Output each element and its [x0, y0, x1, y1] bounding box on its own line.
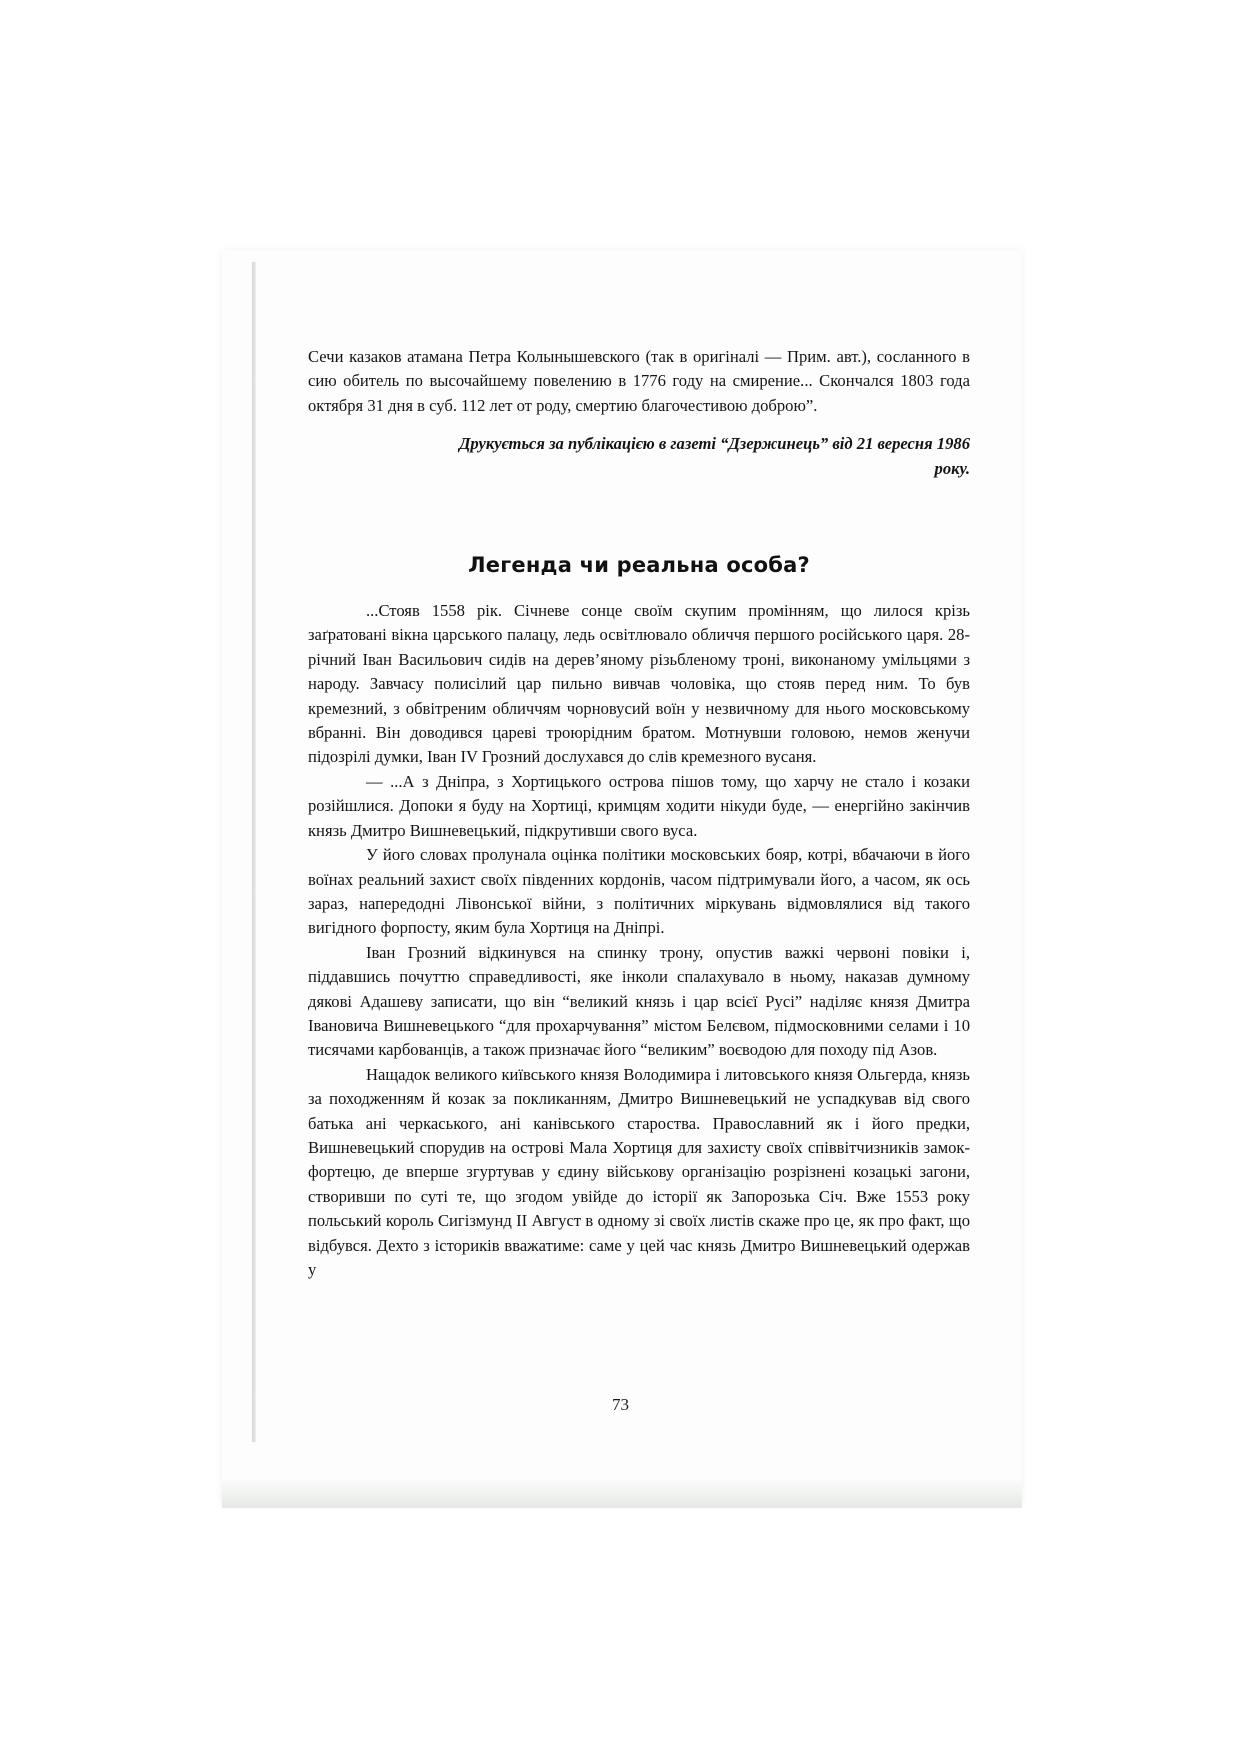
section-title: Легенда чи реальна особа? [468, 553, 810, 578]
source-note: Друкується за публікацією в газеті “Дзержинець” від 21 вересня 1986 року. [459, 434, 970, 478]
page-number: 73 [612, 1395, 629, 1414]
body-paragraph: Нащадок великого київського князя Володимира і литовського князя Ольгерда, князь за походженням й козак за покликанням, Дмитро Вишневецький не успадкував від свого батька ані черкаського, ані канівського староства. Православний як і його предки, Вишневецький спорудив на острові Мала Хортиця для захисту своїх співвітчизників замок-фортецю, де вперше згуртував у єдину військову організацію розрізнені козацькі загони, створивши по суті те, що згодом увійде до історії як Запорозька Січ. Вже 1553 року польський король Сигізмунд II Август в одному зі своїх листів скаже про це, як про факт, що відбувся. Дехто з істориків вважатиме: саме у цей час князь Дмитро Вишневецький одержав у [308, 1064, 970, 1279]
page-spine-shadow [252, 262, 256, 1442]
page-content [308, 345, 970, 1282]
body-paragraph: У його словах пролунала оцінка політики московських бояр, котрі, вбачаючи в його воїнах реальний захист своїх південних кордонів, часом підтримували його, а часом, як ось зараз, напередодні Лівонської війни, з політичних міркувань відмовлялися від такого вигідного форпосту, яким була Хортиця на Дніпрі. [308, 845, 970, 938]
quote-paragraph: Сечи казаков атамана Петра Колынышевского (так в оригіналі — Прим. авт.), сосланного в сию обитель по высочайшему повелению в 1776 году на смирение... Скончался 1803 года октября 31 дня в суб. 112 лет от роду, смертию благочестивою доброю”. [308, 347, 970, 415]
body-paragraph: — ...А з Дніпра, з Хортицького острова пішов тому, що харчу не стало і козаки розійшлися. Допоки я буду на Хортиці, кримцям ходити нікуди буде, — енергійно закінчив князь Дмитро Вишневецький, підкрутивши свого вуса. [308, 771, 970, 840]
page-bottom-shadow [222, 1478, 1022, 1508]
body-paragraph: ...Стояв 1558 рік. Січневе сонце своїм скупим промінням, що лилося крізь заґратовані вікна царського палацу, ледь освітлювало обличчя першого російського царя. 28-річний Іван Васильович сидів на дерев’яному різьбленому троні, виконаному умільцями з народу. Завчасу полисілий цар пильно вивчав чоловіка, що стояв перед ним. То був кремезний, з обвітреним обличчям чорновусий воїн у незвичному для нього московському вбранні. Він доводився цареві троюрідним братом. Мотнувши головою, немов женучи підозрілі думки, Іван IV Грозний дослухався до слів кремезного вусаня. [308, 601, 970, 767]
body-paragraph: Іван Грозний відкинувся на спинку трону, опустив важкі червоні повіки і, піддавшись почуттю справедливості, яке інколи спалахувало в ньому, наказав думному дякові Адашеву записати, що він “великий князь і цар всієї Русі” наділяє князя Дмитра Івановича Вишневецького “для прохарчування” містом Белєвом, підмосковними селами і 10 тисячами карбованців, а також призначає його “великим” воєводою для походу під Азов. [308, 942, 970, 1060]
